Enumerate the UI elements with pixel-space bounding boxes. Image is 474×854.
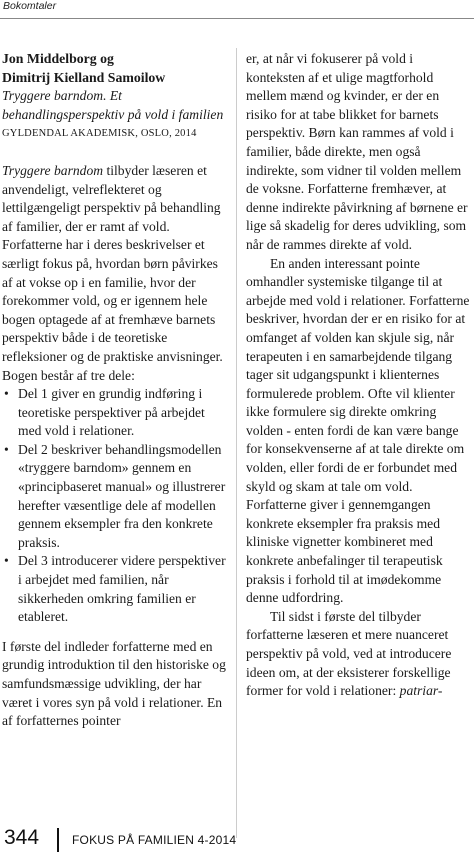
section-label: Bokomtaler — [3, 0, 57, 12]
author-line: Jon Middelborg og — [2, 51, 114, 66]
list-item — [2, 441, 230, 553]
author-line: Dimitrij Kielland Samoilow — [2, 69, 166, 85]
intro-text: tilbyder læseren et anvendeligt, velreflekteret og lettilgængeligt perspektiv på behandling af familier, der er ramt af vold. Forfatterne har i deres beskrivelser et særligt fokus på, hvordan børn påvirkes af at vokse op i en familie, hvor der forekommer vold, og er igennem hele bogen optagede af at fremhæve barnets perspektiv både i de teoretiske refleksioner og de praktiske anvisninger. Bogen består af tre dele: — [2, 162, 223, 383]
footer-divider — [57, 828, 59, 852]
left-column — [2, 50, 230, 731]
body-paragraph — [246, 608, 472, 701]
page-header — [0, 0, 474, 19]
book-title: Tryggere barndom. Et behandlingsperspektiv på vold i familien — [2, 88, 224, 122]
column-divider — [236, 48, 237, 838]
emphasized-term: patriar- — [399, 683, 443, 699]
bullet-icon: • — [4, 386, 9, 402]
body-paragraph-text: Til sidst i første del tilbyder forfatterne læseren et mere nuanceret perspektiv på vold, ved at introducere ideen om, at der eksisterer forskellige former for vold i relationer: — [246, 608, 452, 699]
intro-paragraph — [2, 162, 230, 385]
bullet-icon: • — [4, 553, 9, 569]
list-item — [2, 385, 230, 441]
list-item-text: Del 2 beskriver behandlingsmodellen «tryggere barndom» gennem en «principbaseret manual» og illustrerer herefter væsentlige dele af modellen gennem eksempler fra den konkrete praksis. — [18, 441, 226, 550]
publisher-line: GYLDENDAL AKADEMISK, OSLO, 2014 — [2, 128, 197, 140]
parts-list — [2, 385, 230, 627]
closing-paragraph: I første del indleder forfatterne med en grundig introduktion til den historiske og samfundsmæssige udvikling, der har været i vores syn på vold i relationer. En af forfatternes pointer — [2, 638, 226, 729]
list-item-text: Del 1 giver en grundig indføring i teoretiske perspektiver på arbejdet med vold i relationer. — [18, 386, 205, 439]
bullet-icon: • — [4, 441, 9, 457]
page-footer — [0, 824, 474, 854]
list-item — [2, 552, 230, 626]
body-paragraph: er, at når vi fokuserer på vold i konteksten af et ulige magtforhold mellem mænd og kvinder, er der en risiko for at tabe blikket for barnets perspektiv. Børn kan rammes af vold i familier, både direkte, men også indirekte, som vidner til volden mellem de voksne. Forfatterne fremhæver, at denne indirekte påvirkning af børnene er lige så skadelig for deres udvikling, som når de rammes direkte af vold. — [246, 51, 468, 252]
list-item-text: Del 3 introducerer videre perspektiver i arbejdet med familien, når sikkerheden omkring familien er etableret. — [18, 553, 226, 625]
right-column — [246, 50, 472, 701]
intro-book-title: Tryggere barndom — [2, 162, 104, 178]
page-number: 344 — [4, 826, 40, 849]
journal-name: FOKUS PÅ FAMILIEN 4-2014 — [72, 833, 237, 847]
body-paragraph: En anden interessant pointe omhandler systemiske tilgange til at arbejde med vold i relationer. Forfatterne beskriver, hvordan der er en risiko for at omfanget af volden kan skjule sig, når terapeuten i en samarbejdende tilgang tager sit udgangspunkt i klienternes formulerede problem. Ofte vil klienter ikke formulere sig direkte omkring volden - enten fordi de kan være bange for konsekvenserne af at tale direkte om volden, eller fordi de er forbundet med skyld og skam at tale om vold. Forfatterne giver i gennemgangen konkrete eksempler fra praksis med kliniske vignetter kombineret med konkrete anbefalinger til terapeutisk praksis i forhold til at imødekomme denne udfordring. — [246, 255, 470, 606]
